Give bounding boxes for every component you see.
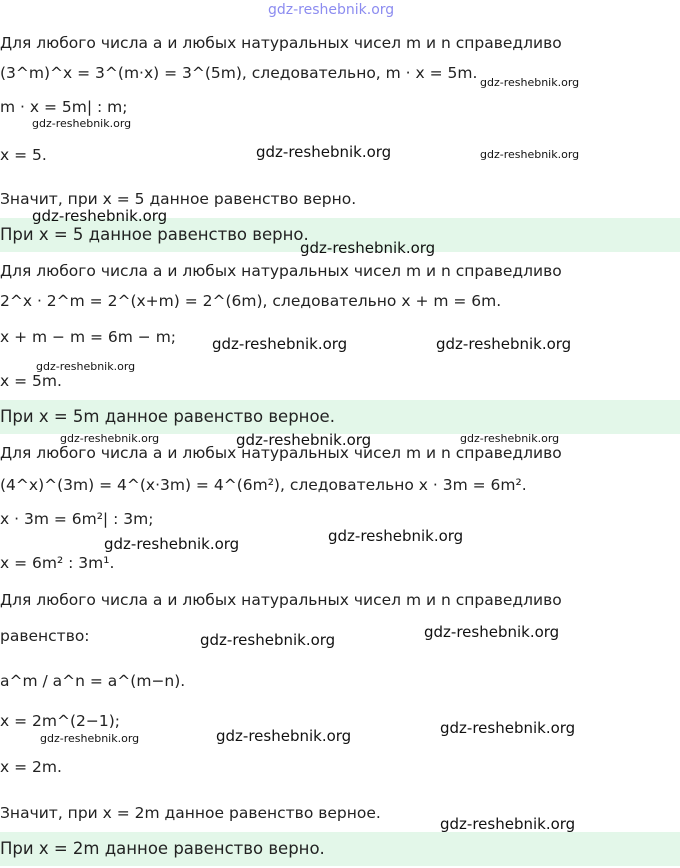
block3-answer: При x = 2m данное равенство верно. (0, 839, 325, 858)
watermark: gdz-reshebnik.org (32, 117, 132, 130)
watermark: gdz-reshebnik.org (200, 631, 336, 649)
answer-band-3 (0, 832, 680, 866)
block1-conclusion: Значит, при x = 5 данное равенство верно. (0, 190, 357, 208)
watermark: gdz-reshebnik.org (440, 815, 576, 833)
block1-formula: (3^m)^x = 3^(m·x) = 3^(5m), следовательно, m · x = 5m. (0, 64, 478, 82)
block3-intro2b: равенство: (0, 627, 90, 645)
watermark: gdz-reshebnik.org (104, 535, 240, 553)
block3-step1: x · 3m = 6m²| : 3m; (0, 510, 154, 528)
block1-step2: x = 5. (0, 146, 47, 164)
block3-conclusion: Значит, при x = 2m данное равенство верное. (0, 804, 381, 822)
watermark: gdz-reshebnik.org (36, 360, 136, 373)
block1-answer: При x = 5 данное равенство верно. (0, 225, 309, 244)
block3-intro2: Для любого числа a и любых натуральных чисел m и n справедливо (0, 591, 562, 609)
block1-intro: Для любого числа a и любых натуральных чисел m и n справедливо (0, 34, 562, 52)
watermark-top: gdz-reshebnik.org (268, 2, 395, 18)
block3-rule: a^m / a^n = a^(m−n). (0, 672, 186, 690)
watermark: gdz-reshebnik.org (328, 527, 464, 545)
block2-intro: Для любого числа a и любых натуральных чисел m и n справедливо (0, 262, 562, 280)
block3-step3: x = 2m^(2−1); (0, 712, 120, 730)
block2-answer: При x = 5m данное равенство верное. (0, 407, 335, 426)
watermark: gdz-reshebnik.org (480, 76, 580, 89)
block3-step2: x = 6m² : 3m¹. (0, 554, 115, 572)
watermark: gdz-reshebnik.org (480, 148, 580, 161)
watermark: gdz-reshebnik.org (256, 143, 392, 161)
watermark: gdz-reshebnik.org (32, 207, 168, 225)
watermark: gdz-reshebnik.org (424, 623, 560, 641)
watermark: gdz-reshebnik.org (216, 727, 352, 745)
watermark: gdz-reshebnik.org (300, 239, 436, 257)
watermark: gdz-reshebnik.org (236, 431, 372, 449)
block3-step4: x = 2m. (0, 758, 62, 776)
block3-intro: Для любого числа a и любых натуральных чисел m и n справедливо (0, 444, 562, 462)
block2-step1: x + m − m = 6m − m; (0, 328, 177, 346)
watermark: gdz-reshebnik.org (460, 432, 560, 445)
answer-band-2 (0, 400, 680, 434)
block1-step1: m · x = 5m| : m; (0, 98, 128, 116)
watermark: gdz-reshebnik.org (40, 732, 140, 745)
watermark: gdz-reshebnik.org (212, 335, 348, 353)
block3-formula: (4^x)^(3m) = 4^(x·3m) = 4^(6m²), следовательно x · 3m = 6m². (0, 476, 527, 494)
block2-step2: x = 5m. (0, 372, 62, 390)
watermark: gdz-reshebnik.org (60, 432, 160, 445)
block2-formula: 2^x · 2^m = 2^(x+m) = 2^(6m), следовательно x + m = 6m. (0, 292, 502, 310)
watermark: gdz-reshebnik.org (436, 335, 572, 353)
watermark: gdz-reshebnik.org (440, 719, 576, 737)
